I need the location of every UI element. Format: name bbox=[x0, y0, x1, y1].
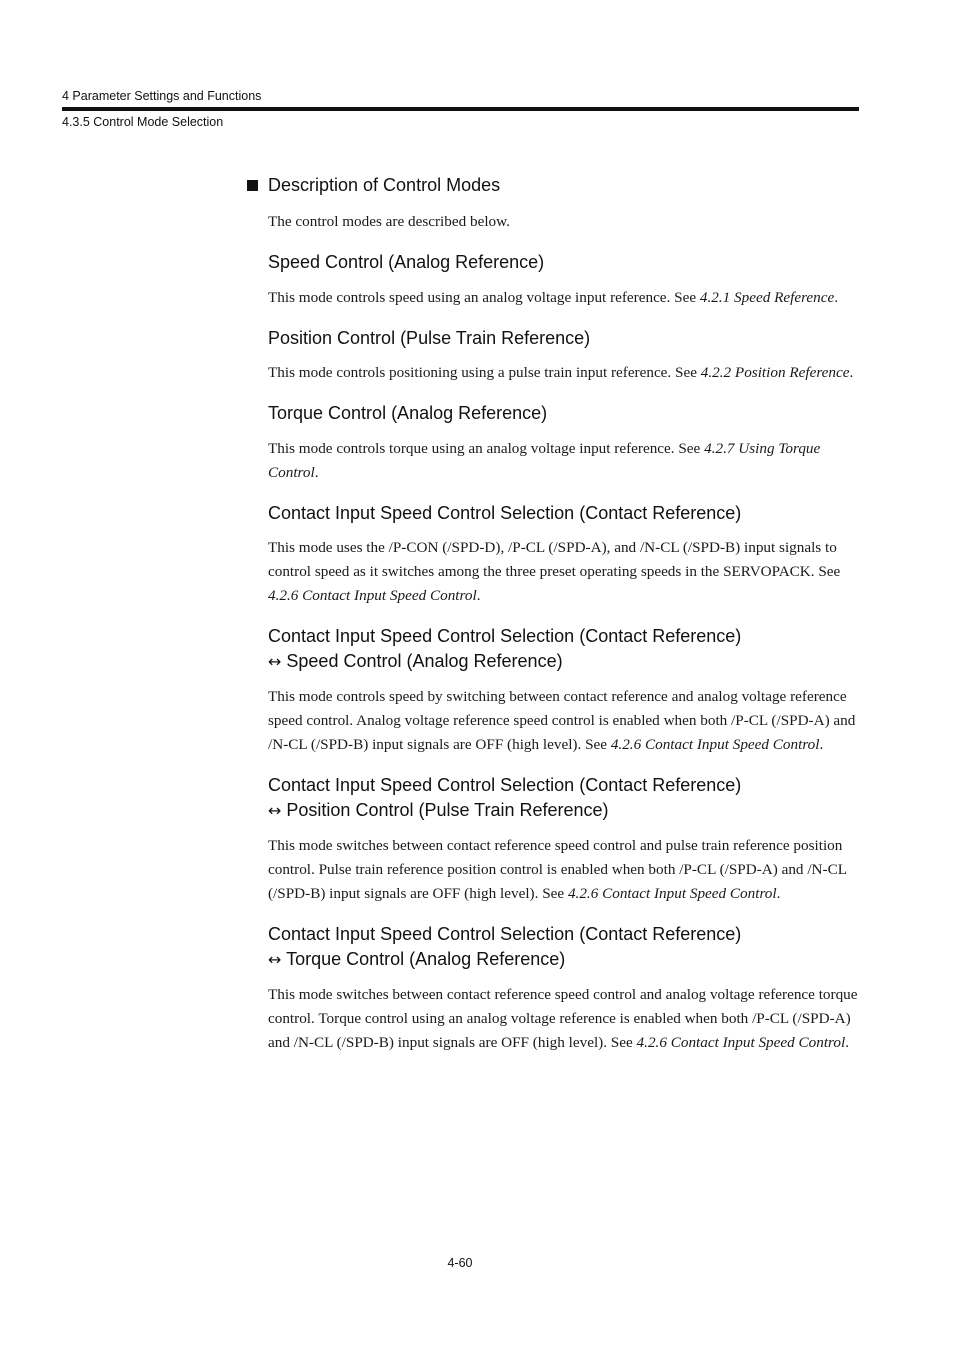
body-tail: . bbox=[776, 885, 781, 902]
section-body bbox=[268, 437, 860, 485]
section-heading bbox=[268, 922, 860, 972]
section-body bbox=[268, 834, 860, 906]
section-title: 4.3.5 Control Mode Selection bbox=[62, 115, 224, 129]
header-rule bbox=[62, 107, 859, 111]
page-content bbox=[268, 172, 860, 1071]
heading-line-2 bbox=[268, 947, 860, 973]
mode-section-contact-position bbox=[268, 773, 860, 906]
heading-text: Speed Control (Analog Reference) bbox=[268, 252, 545, 272]
left-right-arrow-icon: ↔ bbox=[268, 651, 282, 671]
left-right-arrow-icon: ↔ bbox=[268, 800, 282, 820]
section-body bbox=[268, 685, 860, 757]
mode-section-speed-control bbox=[268, 250, 860, 310]
heading-line-1: Contact Input Speed Control Selection (Contact Reference) bbox=[268, 924, 742, 944]
cross-reference: 4.2.2 Position Reference bbox=[700, 364, 850, 381]
mode-section-position-control bbox=[268, 326, 860, 386]
main-title-text: Description of Control Modes bbox=[268, 175, 501, 195]
body-text: This mode controls speed by switching between contact reference and analog voltage reference speed control. Analog voltage reference speed control is enabled when both /P-CL (/SPD-A) and /N-CL (/SPD-B) input signals are OFF (high level). See bbox=[268, 688, 856, 753]
heading-text: Torque Control (Analog Reference) bbox=[268, 403, 548, 423]
heading-line-2 bbox=[268, 649, 860, 675]
page-number: 4-60 bbox=[447, 1256, 473, 1270]
body-text: This mode switches between contact reference speed control and pulse train reference position control. Pulse train reference position control is enabled when both /P-CL (/SPD-A) and /N-CL (/SPD-B) input signals are OFF (high level). See bbox=[268, 837, 847, 902]
mode-section-contact-input bbox=[268, 501, 860, 609]
left-right-arrow-icon: ↔ bbox=[268, 949, 282, 969]
mode-section-contact-torque bbox=[268, 922, 860, 1055]
heading-line-2-text: Torque Control (Analog Reference) bbox=[281, 948, 566, 969]
section-body bbox=[268, 361, 860, 385]
section-body bbox=[268, 286, 860, 310]
body-text: This mode switches between contact reference speed control and analog voltage reference torque control. Torque control using an analog voltage reference is enabled when both /P-CL (/SPD-A) and /N-CL (/SPD-B) input signals are OFF (high level). See bbox=[268, 986, 858, 1051]
body-tail: . bbox=[834, 288, 839, 306]
section-heading bbox=[268, 250, 860, 275]
body-text: This mode uses the /P-CON (/SPD-D), /P-CL (/SPD-A), and /N-CL (/SPD-B) input signals to control speed as it switches among the three preset operating speeds in the SERVOPACK. See bbox=[268, 539, 841, 580]
cross-reference: 4.2.6 Contact Input Speed Control bbox=[567, 885, 777, 902]
section-body bbox=[268, 536, 860, 608]
page-header bbox=[62, 88, 859, 130]
body-text: This mode controls torque using an analog voltage input reference. See bbox=[268, 439, 705, 457]
body-text: This mode controls positioning using a pulse train input reference. See bbox=[268, 364, 701, 381]
intro-paragraph: The control modes are described below. bbox=[268, 213, 510, 230]
cross-reference: 4.2.6 Contact Input Speed Control bbox=[268, 587, 477, 604]
heading-text: Contact Input Speed Control Selection (Contact Reference) bbox=[268, 502, 742, 523]
heading-text: Position Control (Pulse Train Reference) bbox=[268, 327, 591, 348]
section-body bbox=[268, 983, 860, 1055]
section-heading bbox=[268, 501, 860, 526]
cross-reference: 4.2.1 Speed Reference bbox=[699, 288, 835, 306]
cross-reference: 4.2.6 Contact Input Speed Control bbox=[636, 1034, 846, 1051]
square-bullet-icon bbox=[247, 180, 258, 191]
cross-reference: 4.2.6 Contact Input Speed Control bbox=[610, 736, 820, 753]
section-heading bbox=[268, 326, 860, 351]
chapter-title: 4 Parameter Settings and Functions bbox=[62, 89, 262, 103]
section-heading bbox=[268, 624, 860, 674]
body-tail: . bbox=[476, 587, 481, 604]
body-tail: . bbox=[314, 463, 319, 481]
mode-section-torque-control bbox=[268, 401, 860, 485]
heading-line-1: Contact Input Speed Control Selection (Contact Reference) bbox=[268, 775, 742, 795]
cross-reference: 4.2.7 Using Torque Control bbox=[268, 439, 821, 481]
heading-line-2-text: Speed Control (Analog Reference) bbox=[281, 650, 563, 671]
heading-line-2 bbox=[268, 798, 860, 824]
section-heading bbox=[268, 773, 860, 823]
main-title bbox=[268, 172, 860, 198]
heading-line-1: Contact Input Speed Control Selection (Contact Reference) bbox=[268, 626, 742, 646]
body-tail: . bbox=[845, 1034, 850, 1051]
mode-section-contact-speed bbox=[268, 624, 860, 757]
section-heading bbox=[268, 401, 860, 426]
body-tail: . bbox=[849, 364, 854, 381]
body-tail: . bbox=[819, 736, 824, 753]
body-text: This mode controls speed using an analog voltage input reference. See bbox=[268, 288, 700, 306]
heading-line-2-text: Position Control (Pulse Train Reference) bbox=[281, 799, 609, 820]
